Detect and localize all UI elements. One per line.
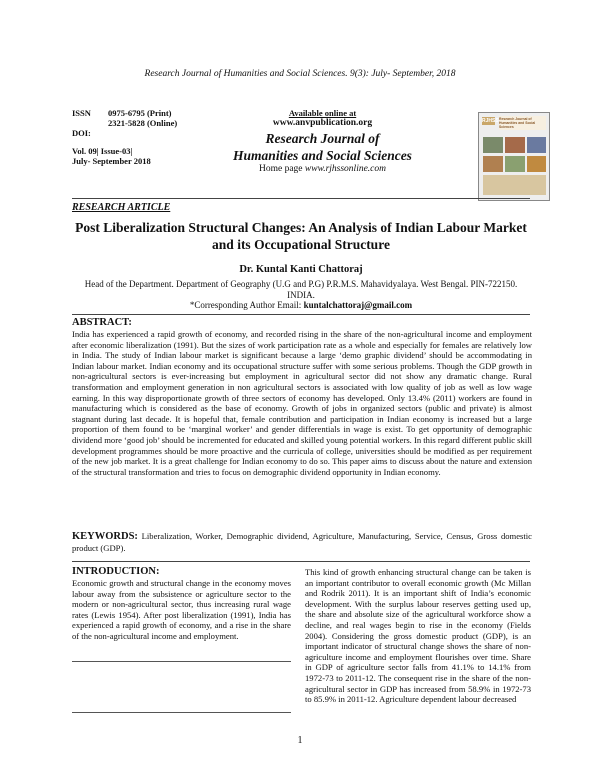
keywords-heading: KEYWORDS: [72, 531, 138, 542]
available-online: Available online at [288, 108, 357, 118]
author-name: Dr. Kuntal Kanti Chattoraj [239, 264, 363, 275]
introduction-heading: INTRODUCTION: [72, 566, 160, 577]
header-divider [72, 198, 530, 199]
introduction-left-text: Economic growth and structural change in the economy moves labour away from the subsistence or agriculture sector to the modern or non-agricultural sector, thus increasing rural wage rates (Lewis 1954). After post liberalization (1991), India has experienced a rapid growth of economy, and a rise in the share of the non-agricultural income and employment. [72, 578, 291, 641]
issn-block [72, 108, 177, 138]
abstract-text: India has experienced a rapid growth of economy, and recorded rising in the share of the non-agricultural income and employment after economic liberalization (1991). But the sizes of work participation rate as a whole and especially for females are relatively low in India. The study of Indian labour market is significant because a large ‘demo graphic dividend’ should be accommodating in Indian labour market. Indian economy and its occupational structure suffer with some serious problems. Though the GDP growth in non-agricultural sectors is ever-increasing but employment in agricultural sector did not show any dramatic change. Rural transformation and employment generation in non agricultural sectors is associated with low quality of job as well as low wage earning. In this way disproportionate growth of three sectors of economy has developed. Only 13.4% (2011) workers are found in manufacturing which is considered as the base of economy. Growth of jobs in organized sectors (public and private) is almost stagnant during last decade. It is hopeful that, female contribution and participation in Indian economy is increased but a large proportion of them found to be ‘marginal worker’ and gender differentials in wage is exist. To get opportunity of demographic dividend more ‘good job’ should be incremented for educated and skilled young potential workers. In this regard different public skill development programmes should be more proactive and the curricula of college, universities should be modified as per requirement of the new job market. It is a great challenge for Indian economy to do so. This paper aims to discuss about the nature and extension of the structural transformation and tries to focus on demographic dividend opportunity in Indian economy. [72, 329, 532, 477]
author-affiliation: Head of the Department. Department of Geography (U.G and P.G) P.R.M.S. Mahavidyalaya. West Bengal. PIN-722150. INDIA. [84, 279, 518, 300]
journal-name [215, 130, 430, 164]
article-title: Post Liberalization Structural Changes: An Analysis of Indian Labour Market and its Occupational Structure [75, 220, 527, 252]
left-column [72, 566, 291, 642]
journal-header: Research Journal of Humanities and Social Sciences. 9(3): July- September, 2018 [144, 69, 456, 79]
keywords-divider [72, 561, 530, 562]
keywords-text: Liberalization, Worker, Demographic dividend, Agriculture, Manufacturing, Service, Census, Gross domestic product (GDP). [72, 531, 532, 553]
issn-label: ISSN [72, 108, 91, 118]
article-type: RESEARCH ARTICLE [72, 202, 171, 213]
cover-title: Research Journal of Humanities and Social Sciences [499, 117, 536, 129]
left-column-rule [72, 661, 291, 662]
homepage-link[interactable]: www.rjhssonline.com [304, 164, 386, 174]
publisher-url[interactable]: www.anvpublication.org [272, 118, 373, 128]
homepage-line [215, 164, 430, 174]
corresponding-label: *Corresponding Author Email: [189, 300, 302, 310]
journal-name-line2: Humanities and Social Sciences [233, 148, 412, 163]
corresponding-author [72, 300, 530, 310]
left-column-rule-2 [72, 712, 291, 713]
author-email[interactable]: kuntalchattoraj@gmail.com [303, 300, 413, 310]
issn-print: 0975-6795 (Print) [108, 108, 172, 118]
issue-date: July- September 2018 [72, 156, 151, 166]
keywords [72, 531, 532, 553]
volume-issue: Vol. 09| Issue-03| [72, 146, 133, 156]
journal-cover-image [478, 112, 550, 201]
journal-name-line1: Research Journal of [265, 131, 380, 146]
abstract-divider [72, 314, 530, 315]
doi-label: DOI: [72, 128, 91, 138]
homepage-label: Home page [258, 164, 303, 174]
issn-online: 2321-5828 (Online) [108, 118, 178, 128]
introduction-right-text: This kind of growth enhancing structural change can be taken is an important contributor to overall economic growth (Mc Millan and Rodrik 2011). It is an important shift of India’s economic development. With the surplus labour reserves getting used up, the share and absolute size of the agricultural workforce show a decline, and real wages begin to rise in the economy (Fields 2004). Considering the gross domestic product (GDP), is an important indicator of structural change shows the share of non-agriculture income and employment flourishes over time. Share in GDP of agriculture sector falls from 41.1% to 14.1% from 1972-73 to 2011-12. The consequent rise in the share of the non-agricultural sector in GDP has increased from 58.9% in 1972-73 to 85.9% in 2011-12. Agriculture dependent labour decreased [305, 567, 531, 705]
abstract-heading: ABSTRACT: [72, 317, 132, 328]
page-number: 1 [297, 735, 303, 746]
right-column [305, 567, 531, 705]
volume-block [72, 146, 151, 166]
cover-logo: RJHSS [482, 118, 499, 124]
